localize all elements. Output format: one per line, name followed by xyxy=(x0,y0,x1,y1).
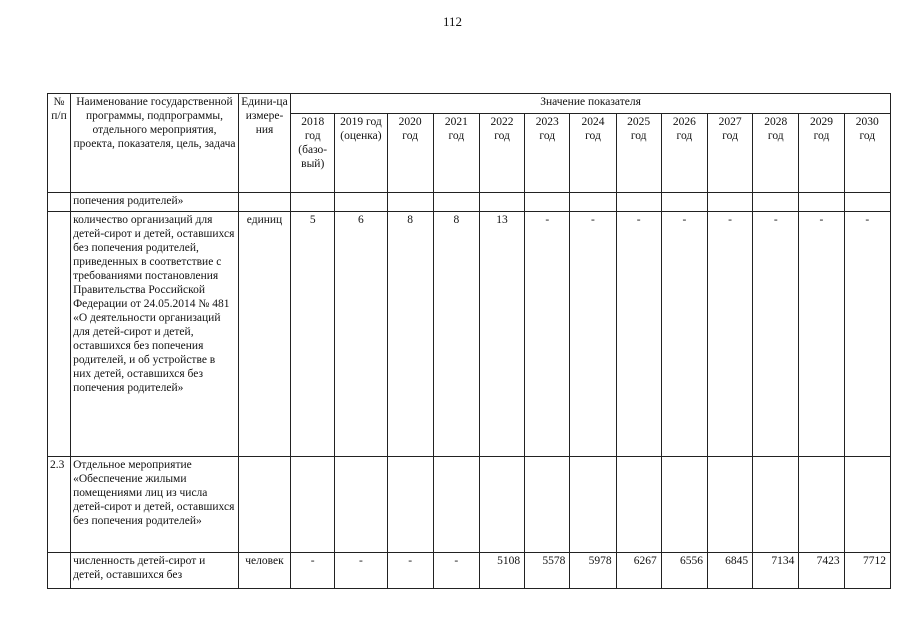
value-cell: 6 xyxy=(335,212,387,457)
value-cell xyxy=(844,193,890,212)
header-year-2029: 2029 год xyxy=(799,114,844,193)
header-year-2030: 2030 год xyxy=(844,114,890,193)
value-cell: - xyxy=(799,212,844,457)
row-num: 2.3 xyxy=(48,457,71,553)
row-unit xyxy=(238,457,290,553)
header-year-2021: 2021 год xyxy=(433,114,479,193)
value-cell: 6267 xyxy=(616,553,661,589)
value-cell xyxy=(525,457,570,553)
value-cell xyxy=(335,457,387,553)
header-year-2020: 2020 год xyxy=(387,114,433,193)
table-row xyxy=(48,553,891,589)
value-cell: - xyxy=(335,553,387,589)
value-cell xyxy=(335,193,387,212)
value-cell: - xyxy=(433,553,479,589)
value-cell: - xyxy=(661,212,707,457)
value-cell xyxy=(433,457,479,553)
row-name: количество организаций для детей-сирот и детей, оставшихся без попечения родителей, приведенных в соответствие с требованиями постановления Правительства Российской Федерации от 24.05.2014 № 481 «О деятельности организаций для детей-сирот и детей, оставшихся без попечения родителей, и об устройстве в них детей, оставшихся без попечения родителей» xyxy=(71,212,239,457)
value-cell xyxy=(707,457,752,553)
header-year-2026: 2026 год xyxy=(661,114,707,193)
value-cell xyxy=(799,193,844,212)
value-cell xyxy=(707,193,752,212)
value-cell xyxy=(661,193,707,212)
value-cell: 7423 xyxy=(799,553,844,589)
value-cell xyxy=(570,457,616,553)
header-year-2024: 2024 год xyxy=(570,114,616,193)
header-unit: Едини-ца измере-ния xyxy=(238,94,290,193)
value-cell: - xyxy=(291,553,335,589)
row-num xyxy=(48,553,71,589)
value-cell xyxy=(387,457,433,553)
value-cell xyxy=(387,193,433,212)
value-cell: - xyxy=(707,212,752,457)
row-num xyxy=(48,193,71,212)
header-year-2027: 2027 год xyxy=(707,114,752,193)
value-cell: - xyxy=(570,212,616,457)
indicator-table xyxy=(47,93,891,589)
value-cell xyxy=(291,193,335,212)
value-cell xyxy=(799,457,844,553)
header-year-2023: 2023 год xyxy=(525,114,570,193)
table-row xyxy=(48,193,891,212)
value-cell: - xyxy=(844,212,890,457)
value-cell xyxy=(433,193,479,212)
value-cell: 6556 xyxy=(661,553,707,589)
value-cell: 13 xyxy=(479,212,524,457)
row-num xyxy=(48,212,71,457)
value-cell: 5 xyxy=(291,212,335,457)
value-cell: 5978 xyxy=(570,553,616,589)
value-cell: - xyxy=(753,212,799,457)
value-cell xyxy=(479,193,524,212)
value-cell xyxy=(661,457,707,553)
header-year-2028: 2028 год xyxy=(753,114,799,193)
header-year-2025: 2025 год xyxy=(616,114,661,193)
value-cell: 7712 xyxy=(844,553,890,589)
value-cell xyxy=(753,193,799,212)
value-cell xyxy=(616,457,661,553)
header-row-1 xyxy=(48,94,891,114)
value-cell xyxy=(753,457,799,553)
row-name: попечения родителей» xyxy=(71,193,239,212)
value-cell xyxy=(570,193,616,212)
value-cell xyxy=(479,457,524,553)
header-year-2019: 2019 год (оценка) xyxy=(335,114,387,193)
header-num: № п/п xyxy=(48,94,71,193)
value-cell: - xyxy=(387,553,433,589)
value-cell xyxy=(525,193,570,212)
row-name: численность детей-сирот и детей, оставшихся без xyxy=(71,553,239,589)
value-cell: - xyxy=(525,212,570,457)
value-cell xyxy=(291,457,335,553)
value-cell xyxy=(844,457,890,553)
header-name: Наименование государственной программы, подпрограммы, отдельного мероприятия, проекта, показателя, цель, задача xyxy=(71,94,239,193)
header-value-group: Значение показателя xyxy=(291,94,891,114)
value-cell xyxy=(616,193,661,212)
header-year-2022: 2022 год xyxy=(479,114,524,193)
row-name: Отдельное мероприятие «Обеспечение жилыми помещениями лиц из числа детей-сирот и детей, оставшихся без попечения родителей» xyxy=(71,457,239,553)
table-row xyxy=(48,212,891,457)
row-unit: единиц xyxy=(238,212,290,457)
table-row xyxy=(48,457,891,553)
value-cell: - xyxy=(616,212,661,457)
value-cell: 8 xyxy=(433,212,479,457)
row-unit: человек xyxy=(238,553,290,589)
page-number: 112 xyxy=(442,14,463,29)
value-cell: 5108 xyxy=(479,553,524,589)
value-cell: 6845 xyxy=(707,553,752,589)
value-cell: 8 xyxy=(387,212,433,457)
value-cell: 5578 xyxy=(525,553,570,589)
header-year-2018: 2018 год (базо-вый) xyxy=(291,114,335,193)
row-unit xyxy=(238,193,290,212)
value-cell: 7134 xyxy=(753,553,799,589)
